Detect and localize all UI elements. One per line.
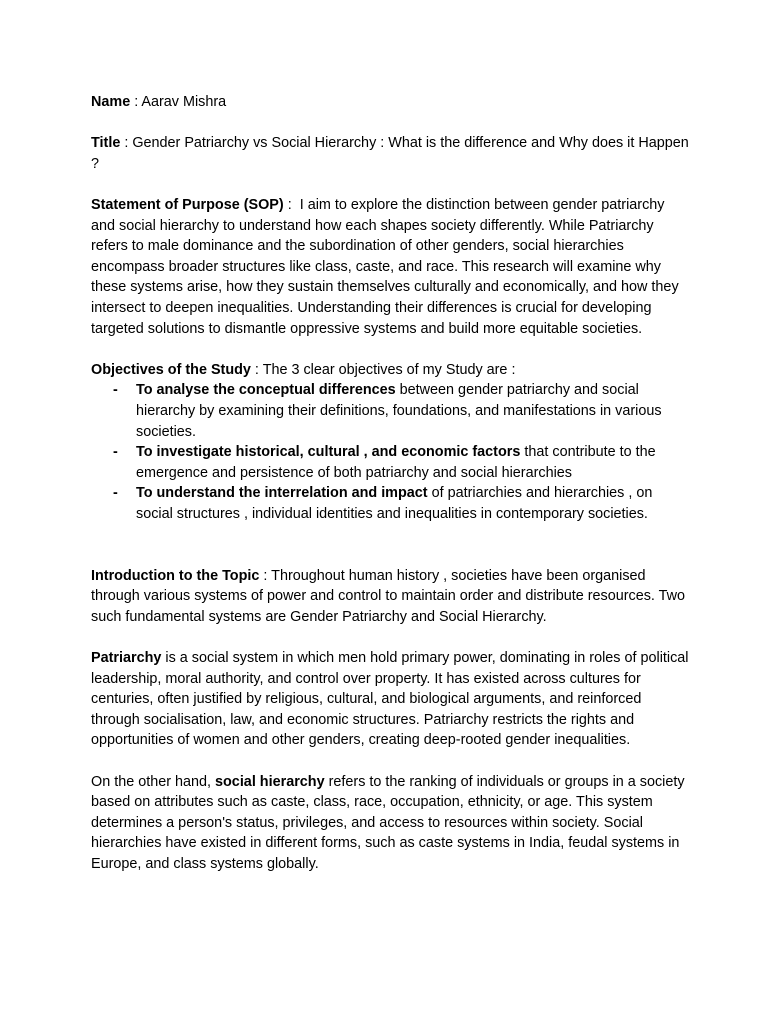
introduction-paragraph <box>91 566 691 628</box>
name-label: Name <box>91 94 131 110</box>
introduction-separator: : <box>259 567 272 584</box>
objective-bold: To analyse the conceptual differences <box>136 382 396 399</box>
objective-item <box>91 442 691 483</box>
social-hierarchy-paragraph <box>91 772 691 875</box>
name-line <box>91 92 691 113</box>
objectives-label: Objectives of the Study <box>91 361 251 378</box>
objective-bold: To understand the interrelation and impact <box>136 485 428 502</box>
objective-item <box>91 380 691 442</box>
social-hierarchy-prefix: On the other hand, <box>91 773 216 790</box>
social-hierarchy-text: refers to the ranking of individuals or groups in a society based on attributes such as caste, class, race, occupation, ethnicity, or age. This system determines a person's status, privileges, and access to resources within society. Social hierarchies have existed in different forms, such as caste systems in India, feudal systems in Europe, and class systems globally. <box>91 773 685 872</box>
objective-item <box>91 483 691 524</box>
objectives-heading <box>91 360 691 381</box>
sop-text: I aim to explore the distinction between gender patriarchy and social hierarchy to understand how each shapes society differently. While Patriarchy refers to male dominance and the subordination of other genders, social hierarchies encompass broader structures like class, caste, and race. This research will examine why these systems arise, how they sustain themselves culturally and economically, and how they intersect to deepen inequalities. Understanding their differences is crucial for developing targeted solutions to dismantle oppressive systems and build more equitable societies. <box>91 196 679 337</box>
bullet-dash: - <box>113 382 118 399</box>
title-line <box>91 133 691 174</box>
patriarchy-text: is a social system in which men hold primary power, dominating in roles of political leadership, moral authority, and control over property. It has existed across cultures for centuries, often justified by religious, cultural, and biological arguments, and reinforced through socialisation, law, and economic structures. Patriarchy restricts the rights and opportunities of women and other genders, creating deep-rooted gender inequalities. <box>91 650 689 749</box>
bullet-dash: - <box>113 444 118 461</box>
objective-bold: To investigate historical, cultural , and economic factors <box>136 444 521 461</box>
objective-text: between gender patriarchy and social hierarchy by examining their definitions, foundations, and manifestations in various societies. <box>136 382 662 440</box>
objective-text: that contribute to the emergence and persistence of both patriarchy and social hierarchies <box>136 444 656 481</box>
objectives-separator: : <box>250 361 263 378</box>
introduction-text: Throughout human history , societies have been organised through various systems of power and control to maintain order and distribute resources. Two such fundamental systems are Gender Patriarchy and Social Hierarchy. <box>91 567 686 625</box>
introduction-label: Introduction to the Topic <box>91 567 260 584</box>
objectives-intro: The 3 clear objectives of my Study are : <box>262 361 516 378</box>
sop-paragraph <box>91 195 691 339</box>
sop-label: Statement of Purpose (SOP) <box>91 196 284 213</box>
sop-separator: : <box>283 196 300 213</box>
title-separator: : <box>120 135 133 152</box>
name-separator: : <box>130 94 142 110</box>
title-value: Gender Patriarchy vs Social Hierarchy : What is the difference and Why does it Happen ? <box>91 135 689 172</box>
patriarchy-paragraph <box>91 648 691 751</box>
document-page <box>91 92 691 875</box>
social-hierarchy-term: social hierarchy <box>215 773 325 790</box>
title-label: Title <box>91 135 121 152</box>
objectives-list <box>91 380 691 524</box>
objective-text: of patriarchies and hierarchies , on social structures , individual identities and inequalities in contemporary societies. <box>136 485 653 522</box>
name-value: Aarav Mishra <box>141 94 227 110</box>
bullet-dash: - <box>113 485 118 502</box>
patriarchy-term: Patriarchy <box>91 650 162 667</box>
